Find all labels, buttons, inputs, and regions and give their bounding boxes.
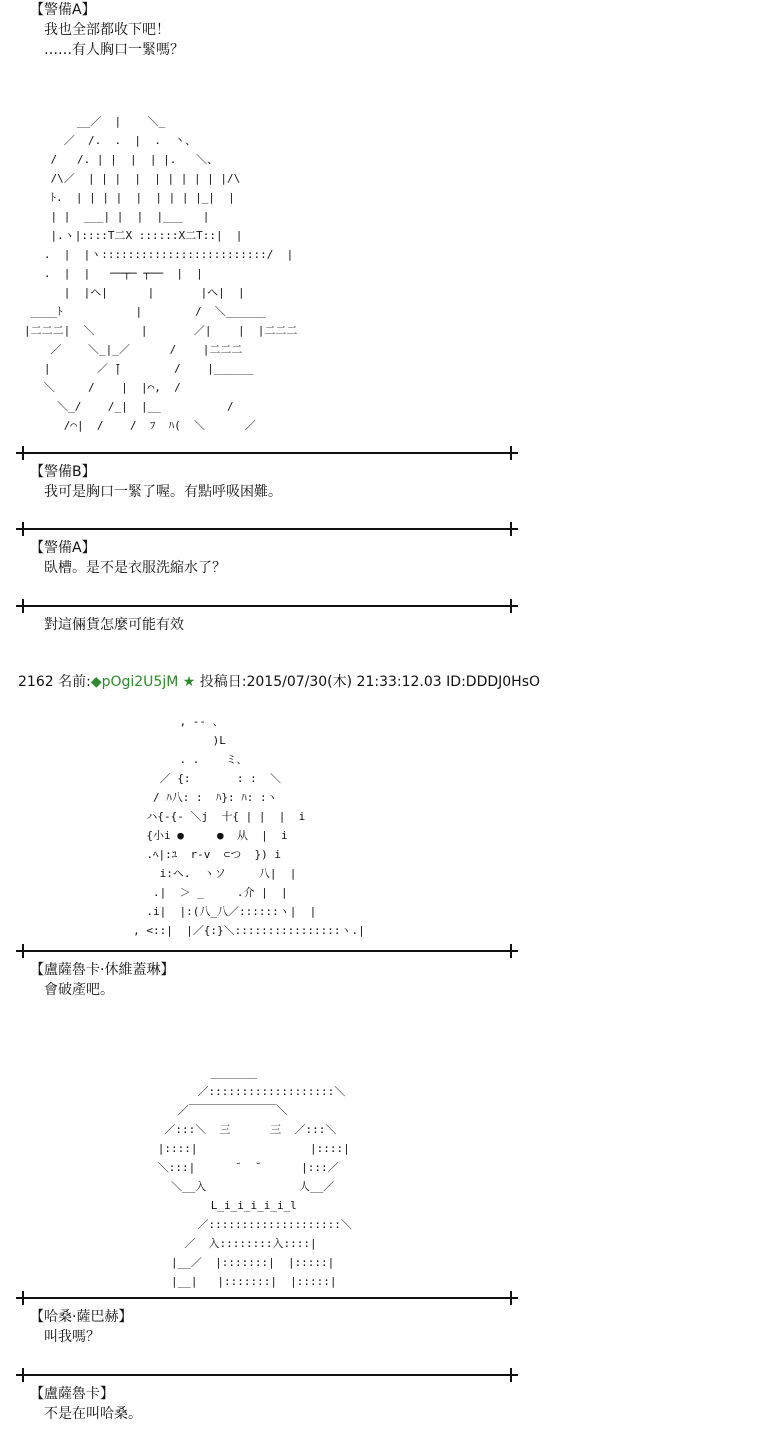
speaker-guard-b: 【警備B】 — [30, 464, 96, 480]
speaker-luka: 【盧薩魯卡】 — [30, 1386, 114, 1402]
speech-line: 臥槽。是不是衣服洗縮水了？ — [44, 560, 226, 576]
speaker-guard-a-1: 【警備A】 — [30, 2, 96, 18]
speaker-hasan: 【哈桑·薩巴赫】 — [30, 1309, 133, 1325]
divider-left-cross — [16, 944, 30, 958]
speech-line: 會破產吧。 — [44, 982, 114, 998]
post-date-label: 投稿日: — [199, 674, 247, 690]
divider-line — [22, 605, 512, 607]
luka-ascii-art: , -- 、 )L . . ミ、 ／ {: : : ＼ / ﾊ八: : ﾊ}: ﾊ: :ヽ ハ{-{- ＼j 十{ | | | i {小i ● ● 从 | i .ﾍ|:ﾕ r‐v ⊂つ }) i i:ヘ. ヽソ 八| | .| ＞ _ .介 | | .i| |:(八_八／::::::ヽ| | , <::| |／{:}＼::::::::::::::::ヽ.| — [133, 715, 365, 937]
divider-right-cross — [504, 522, 518, 536]
divider-right-cross — [504, 446, 518, 460]
speech-line: ……有人胸口一緊嗎？ — [44, 42, 184, 58]
divider-right-cross — [504, 1291, 518, 1305]
speaker-luka-full: 【盧薩魯卡·休維蓋琳】 — [30, 962, 175, 978]
speech-line: 叫我嗎？ — [44, 1329, 100, 1345]
hasan-ascii-art: _______ ／:::::::::::::::::::＼ ／￣￣￣￣￣￣￣￣＼ ／:::＼ 三 三 ／:::＼ |::::| |::::| ＼:::| ˘ ˘ |:::／ ＼__入 人__／ L_i_i_i_i_i_l ／::::::::::::::::::::＼ ／ 入::::::::入::::| |__／ |:::::::| |:::::| |__| |:::::::| |:::::| — [157, 1066, 352, 1288]
narration-line: 對這倆貨怎麼可能有效 — [44, 617, 184, 633]
speech-line: 我也全部都收下吧！ — [44, 22, 170, 38]
divider-right-cross — [504, 599, 518, 613]
speech-line: 不是在叫哈桑。 — [44, 1406, 142, 1422]
divider-left-cross — [16, 599, 30, 613]
speaker-guard-a-2: 【警備A】 — [30, 540, 96, 556]
post-number: 2162 — [18, 674, 54, 690]
post-name: ◆pOgi2U5jM — [90, 674, 179, 690]
post-header — [18, 674, 540, 692]
post-star: ★ — [182, 674, 196, 690]
guard-ascii-art: __／ | ＼_ ／ /. . | . 丶、 / /. | | | | |. ＼、 /\／ | | | | | | | | | |/\ ﾄ. | | | | | | | | |_| | | | ___| | | |___ | |.ヽ|::::T二X ::::::X二T::| | . | |ヽ:::::::::::::::::::::::::/ | . | | ──┬─ ┬── | | | |ヘ| | |ヘ| | ____ﾄ | / ＼______ |二二二| ＼ | ／| | |二二二 ／ ＼_|_／ / |二二二 | ／ ̄| / |______ ＼ / | |⌒, / ＼_/ /_| |__ / /⌒| / / ﾌ ﾊ( ＼ ／ — [24, 115, 298, 432]
post-id: DDDJ0HsO — [465, 674, 541, 690]
divider-left-cross — [16, 522, 30, 536]
divider-left-cross — [16, 1291, 30, 1305]
divider-line — [22, 1297, 512, 1299]
divider-line — [22, 452, 512, 454]
speech-line: 我可是胸口一緊了喔。有點呼吸困難。 — [44, 484, 282, 500]
post-date: 2015/07/30(木) 21:33:12.03 — [246, 674, 442, 690]
post-id-label: ID: — [446, 674, 466, 690]
divider-line — [22, 1374, 512, 1376]
divider-right-cross — [504, 944, 518, 958]
divider-right-cross — [504, 1368, 518, 1382]
divider-left-cross — [16, 446, 30, 460]
divider-line — [22, 528, 512, 530]
post-name-label: 名前: — [58, 674, 91, 690]
divider-line — [22, 950, 512, 952]
divider-left-cross — [16, 1368, 30, 1382]
